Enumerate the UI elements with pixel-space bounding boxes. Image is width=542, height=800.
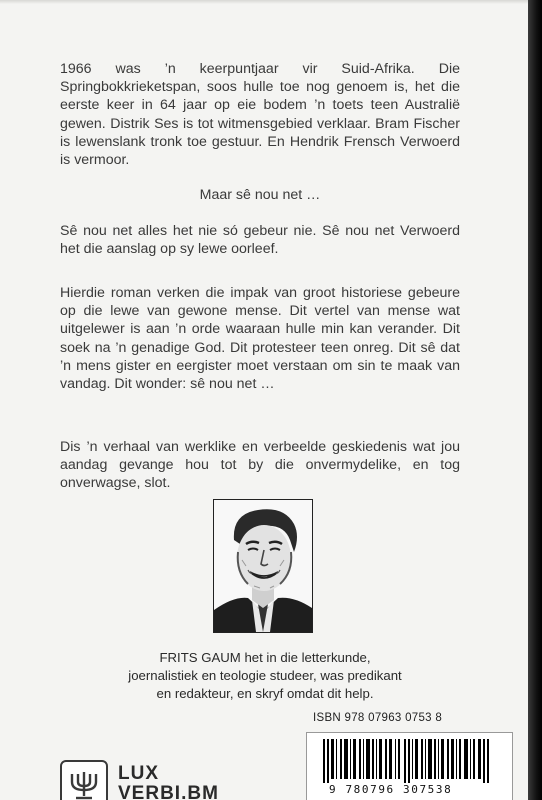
author-bio — [80, 649, 450, 704]
publisher-name-line: LUX — [118, 763, 159, 784]
menorah-icon — [66, 766, 102, 800]
spine-edge — [528, 0, 542, 800]
author-bio-line: joernalistiek en teologie studeer, was predikant — [128, 668, 402, 684]
blurb-paragraph-3: Hierdie roman verken die impak van groot historiese gebeure op die lewe van gewone mense. Dit vertel van mense wat uitgelewer is aan ’n orde waaraan hulle min kan verander. Dit soek na ’n genadige God. Dit protesteer teen onreg. Dit sê dat ’n mens gister en eergister moet verstaan om sin te maak van vandag. Dit wonder: sê nou net … — [60, 285, 460, 393]
blurb-tagline: Maar sê nou net … — [199, 187, 321, 203]
blurb-paragraph-4: Dis ’n verhaal van werklike en verbeelde geskiedenis wat jou aandag gevange hou tot by die onvermydelike, en tog onverwagse, slot. — [60, 439, 460, 492]
isbn-label: ISBN 978 07963 0753 8 — [313, 712, 443, 724]
author-bio-line: en redakteur, en skryf omdat dit help. — [156, 686, 374, 702]
cover-top-edge — [0, 0, 528, 4]
barcode — [306, 732, 513, 800]
publisher-name-line: VERBI.BM — [118, 783, 219, 800]
author-bio-line: FRITS GAUM het in die letterkunde, — [159, 650, 371, 665]
author-portrait-drawing — [214, 500, 312, 632]
author-portrait — [213, 499, 313, 633]
blurb-paragraph-1: 1966 was ’n keerpuntjaar vir Suid-Afrika. Die Springbokkrieketspan, soos hulle toe nog genoem is, het die eerste keer in 64 jaar op eie bodem ’n toets teen Australië gewen. Distrik Ses is tot witmensgebied verklaar. Bram Fischer is lewenslank tronk toe gestuur. En Hendrik Frensch Verwoerd is vermoor. — [60, 61, 460, 169]
publisher-name — [118, 764, 219, 800]
barcode-digits: 9 780796 307538 — [329, 783, 453, 796]
blurb-paragraph-2: Sê nou net alles het nie só gebeur nie. Sê nou net Verwoerd het die aanslag op sy lewe oorleef. — [60, 223, 460, 258]
publisher-logo-icon — [60, 760, 108, 800]
barcode-bars — [313, 739, 506, 783]
